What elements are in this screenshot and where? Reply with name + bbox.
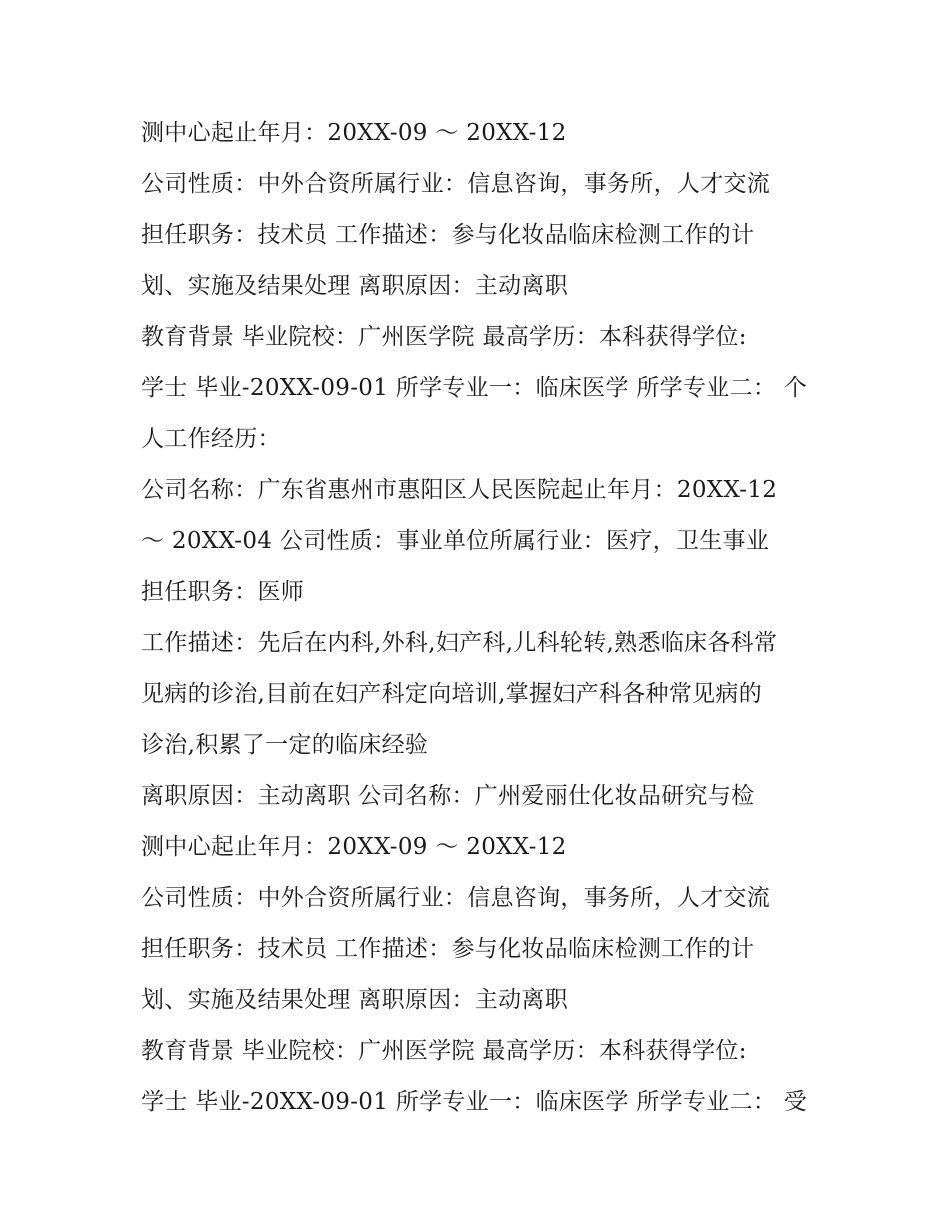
text-line: 人工作经历：: [141, 426, 281, 452]
text-line: 测中心起止年月：20XX-09 ～ 20XX-12: [141, 120, 567, 146]
text-line: 公司名称：广东省惠州市惠阳区人民医院起止年月：20XX-12: [141, 477, 778, 503]
text-line: ～ 20XX-04 公司性质：事业单位所属行业：医疗，卫生事业: [141, 528, 770, 554]
text-line: 工作描述：先后在内科,外科,妇产科,儿科轮转,熟悉临床各科常: [141, 630, 778, 656]
document-body: [141, 108, 821, 1128]
text-line: 划、实施及结果处理 离职原因：主动离职: [141, 987, 569, 1013]
text-line: 划、实施及结果处理 离职原因：主动离职: [141, 273, 569, 299]
text-line: 测中心起止年月：20XX-09 ～ 20XX-12: [141, 834, 567, 860]
text-line: 担任职务：医师: [141, 579, 305, 605]
text-line: 离职原因：主动离职 公司名称：广州爱丽仕化妆品研究与检: [141, 783, 755, 809]
text-line: 担任职务：技术员 工作描述：参与化妆品临床检测工作的计: [141, 222, 755, 248]
text-line: 学士 毕业-20XX-09-01 所学专业一：临床医学 所学专业二： 受: [141, 1089, 808, 1115]
text-line: 教育背景 毕业院校：广州医学院 最高学历：本科获得学位:: [141, 1038, 747, 1064]
text-line: 诊治,积累了一定的临床经验: [141, 732, 429, 758]
text-line: 担任职务：技术员 工作描述：参与化妆品临床检测工作的计: [141, 936, 755, 962]
text-line: 见病的诊治,目前在妇产科定向培训,掌握妇产科各种常见病的: [141, 681, 763, 707]
text-line: 公司性质：中外合资所属行业：信息咨询，事务所，人才交流: [141, 171, 771, 197]
text-line: 公司性质：中外合资所属行业：信息咨询，事务所，人才交流: [141, 885, 771, 911]
text-line: 学士 毕业-20XX-09-01 所学专业一：临床医学 所学专业二： 个: [141, 375, 808, 401]
text-line: 教育背景 毕业院校：广州医学院 最高学历：本科获得学位:: [141, 324, 747, 350]
